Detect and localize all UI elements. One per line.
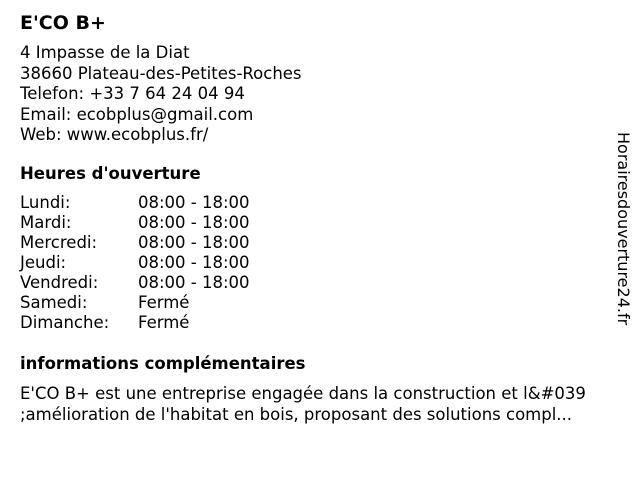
day-label: Lundi:: [20, 193, 71, 212]
day-hours: Fermé: [138, 293, 190, 312]
hours-row-thursday: [20, 253, 250, 273]
day-hours: 08:00 - 18:00: [138, 213, 250, 232]
opening-hours-heading: Heures d'ouverture: [20, 164, 201, 183]
hours-row-monday: [20, 193, 250, 213]
day-hours: 08:00 - 18:00: [138, 193, 250, 212]
address-city: 38660 Plateau-des-Petites-Roches: [20, 63, 302, 83]
business-description: [20, 383, 620, 425]
day-hours: 08:00 - 18:00: [138, 273, 250, 292]
business-name: E'CO B+: [20, 12, 106, 34]
watermark-container: [612, 132, 634, 376]
day-hours: 08:00 - 18:00: [138, 233, 250, 252]
address-street: 4 Impasse de la Diat: [20, 43, 190, 62]
phone-line[interactable]: Telefon: +33 7 64 24 04 94: [20, 84, 245, 103]
day-label: Dimanche:: [20, 313, 110, 332]
hours-row-wednesday: [20, 233, 250, 253]
day-label: Mercredi:: [20, 233, 98, 252]
day-label: Vendredi:: [20, 273, 99, 292]
hours-row-saturday: [20, 293, 250, 313]
opening-hours-table: [20, 193, 250, 333]
description-line-2: ;amélioration de l'habitat en bois, proposant des solutions compl...: [20, 405, 573, 424]
contact-block: [20, 43, 302, 146]
day-hours: Fermé: [138, 313, 190, 332]
day-label: Samedi:: [20, 293, 88, 312]
hours-row-sunday: [20, 313, 250, 333]
hours-row-friday: [20, 273, 250, 293]
additional-info-heading: informations complémentaires: [20, 354, 306, 373]
description-line-1: E'CO B+ est une entreprise engagée dans la construction et l&#039: [20, 384, 586, 403]
site-watermark: Horairesdouverture24.fr: [614, 132, 633, 326]
day-label: Mardi:: [20, 213, 72, 232]
website-line[interactable]: Web: www.ecobplus.fr/: [20, 125, 209, 144]
day-hours: 08:00 - 18:00: [138, 253, 250, 272]
day-label: Jeudi:: [20, 253, 67, 272]
hours-row-tuesday: [20, 213, 250, 233]
email-line[interactable]: Email: ecobplus@gmail.com: [20, 104, 254, 124]
